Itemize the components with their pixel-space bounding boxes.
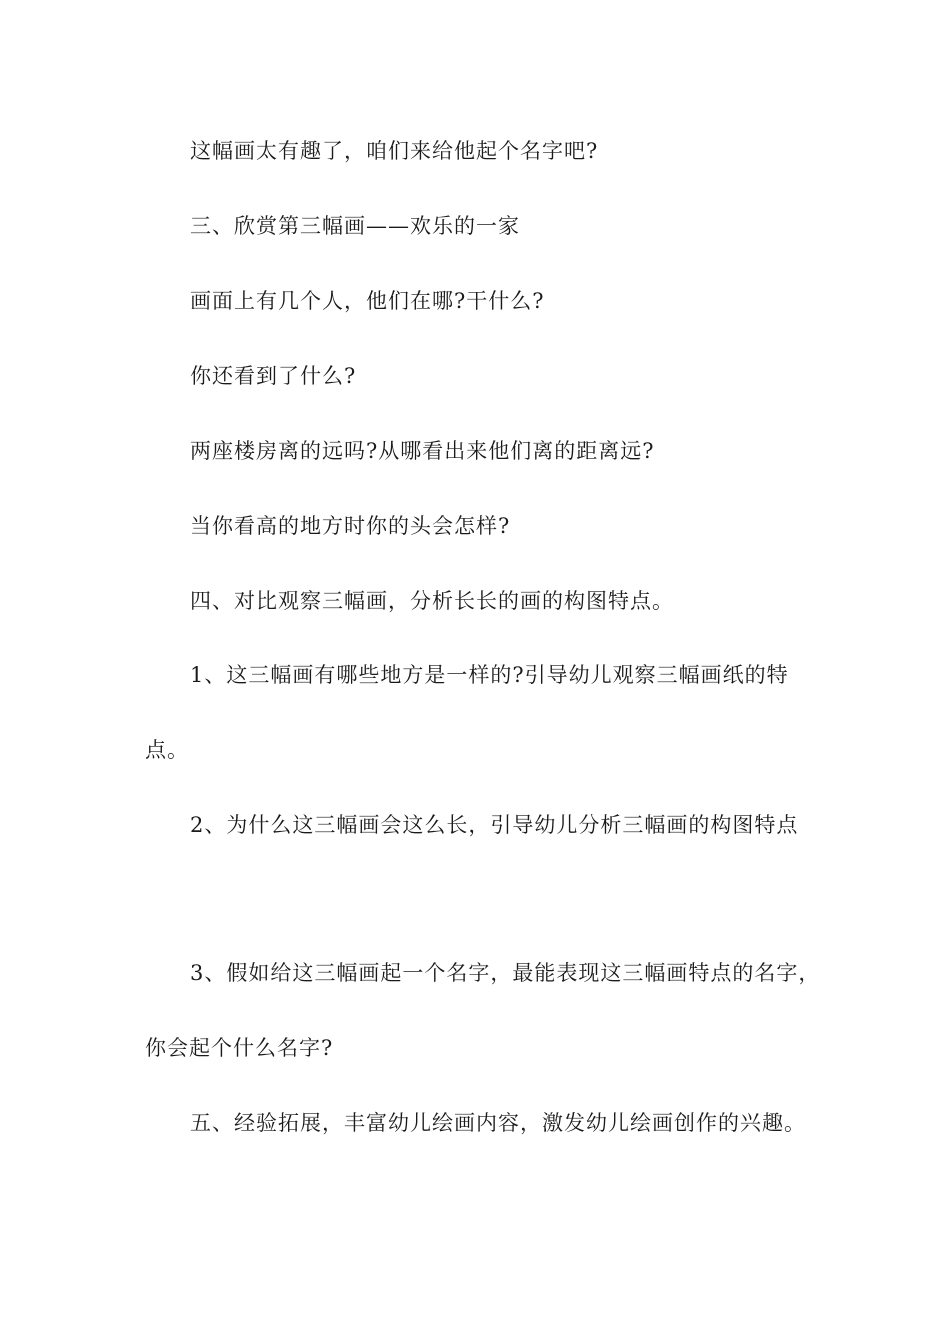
- text-line: 当你看高的地方时你的头会怎样?: [190, 514, 511, 538]
- text-line: 这幅画太有趣了，咱们来给他起个名字吧?: [190, 139, 599, 163]
- section-heading: 四、对比观察三幅画，分析长长的画的构图特点。: [190, 589, 674, 613]
- text-line: 2、为什么这三幅画会这么长，引导幼儿分析三幅画的构图特点: [190, 813, 799, 837]
- text-line: 两座楼房离的远吗?从哪看出来他们离的距离远?: [190, 439, 655, 463]
- text-line: 1、这三幅画有哪些地方是一样的?引导幼儿观察三幅画纸的特: [190, 663, 789, 687]
- text-line: 画面上有几个人，他们在哪?干什么?: [190, 289, 545, 313]
- text-line: 点。: [145, 738, 189, 762]
- text-line: 你会起个什么名字?: [145, 1036, 334, 1060]
- section-heading: 三、欣赏第三幅画——欢乐的一家: [190, 214, 520, 238]
- text-line: 你还看到了什么?: [190, 364, 357, 388]
- section-heading: 五、经验拓展，丰富幼儿绘画内容，激发幼儿绘画创作的兴趣。: [190, 1111, 806, 1135]
- text-line: 3、假如给这三幅画起一个名字，最能表现这三幅画特点的名字，: [190, 961, 821, 985]
